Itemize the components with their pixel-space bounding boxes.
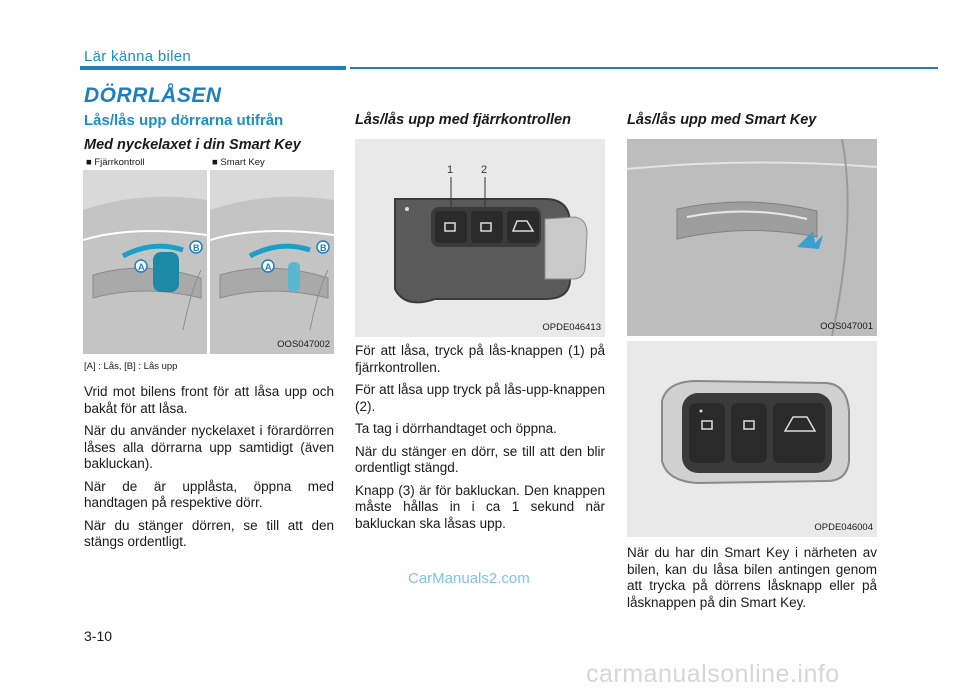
page-title: DÖRRLÅSEN — [84, 84, 222, 107]
label-a: A — [138, 262, 145, 272]
legend-smartkey: ■ Smart Key — [212, 157, 265, 168]
figure-door-handle — [627, 139, 877, 336]
paragraph: För att låsa, tryck på lås-knappen (1) på fjärrkontrollen. — [355, 343, 605, 375]
col2-body — [355, 343, 605, 538]
door-handle-illustration-2 — [210, 170, 334, 354]
figure-smart-key — [627, 341, 877, 537]
col1-heading: Lås/lås upp dörrarna utifrån — [84, 112, 284, 129]
figure-remote-key — [355, 139, 605, 337]
page-number: 3-10 — [84, 628, 113, 644]
section-label: Lär känna bilen — [84, 48, 192, 65]
door-handle-illustration — [83, 170, 207, 354]
figure-code: OPDE046004 — [814, 522, 873, 533]
watermark-footer: carmanualsonline.info — [586, 660, 840, 688]
figure-code: OOS047001 — [820, 321, 873, 332]
callout-2: 2 — [481, 164, 488, 176]
paragraph: När du använder nyckelaxet i förardörren låses alla dörrarna upp samtidigt (även bakluckan). — [84, 423, 334, 471]
label-a: A — [265, 262, 272, 272]
col3-body — [627, 545, 877, 617]
figure-code: OPDE046413 — [542, 322, 601, 333]
col2-heading: Lås/lås upp med fjärrkontrollen — [355, 112, 571, 128]
paragraph: Ta tag i dörrhandtaget och öppna. — [355, 421, 557, 436]
paragraph: När du har din Smart Key i närheten av bilen, kan du låsa bilen antingen genom att trycka på dörrens låsknapp eller på låsknappen på din Smart Key. — [627, 545, 877, 610]
label-b: B — [193, 243, 200, 253]
header-rule-thick — [80, 66, 346, 70]
paragraph: När de är upplåsta, öppna med handtagen på respektive dörr. — [84, 478, 334, 510]
remote-key-illustration — [355, 139, 605, 337]
label-b: B — [320, 243, 327, 253]
figure-key-door-smartkey — [210, 170, 334, 354]
smartkey-illustration — [627, 341, 877, 537]
header-rule-thin — [350, 67, 938, 69]
figure-key-door-remote — [83, 170, 207, 354]
paragraph: För att låsa upp tryck på lås-upp-knappen (2). — [355, 382, 605, 414]
paragraph: Knapp (3) är för bakluckan. Den knappen måste hållas in i ca 1 sekund när bakluckan ska låsas upp. — [355, 482, 605, 531]
legend-remote: ■ Fjärrkontroll — [86, 157, 145, 168]
figure-caption: [A] : Lås, [B] : Lås upp — [84, 361, 178, 372]
figure-code: OOS047002 — [277, 339, 330, 350]
col3-heading: Lås/lås upp med Smart Key — [627, 112, 817, 128]
watermark-site: CarManuals2.com — [408, 570, 530, 587]
paragraph: När du stänger dörren, se till att den stängs ordentligt. — [84, 517, 334, 549]
col1-body — [84, 384, 334, 557]
col1-subheading: Med nyckelaxet i din Smart Key — [84, 137, 301, 153]
smartkey-door-illustration — [627, 139, 877, 336]
paragraph: När du stänger en dörr, se till att den blir ordentligt stängd. — [355, 443, 605, 475]
callout-1: 1 — [447, 164, 454, 176]
paragraph: Vrid mot bilens front för att låsa upp och bakåt för att låsa. — [84, 384, 334, 416]
